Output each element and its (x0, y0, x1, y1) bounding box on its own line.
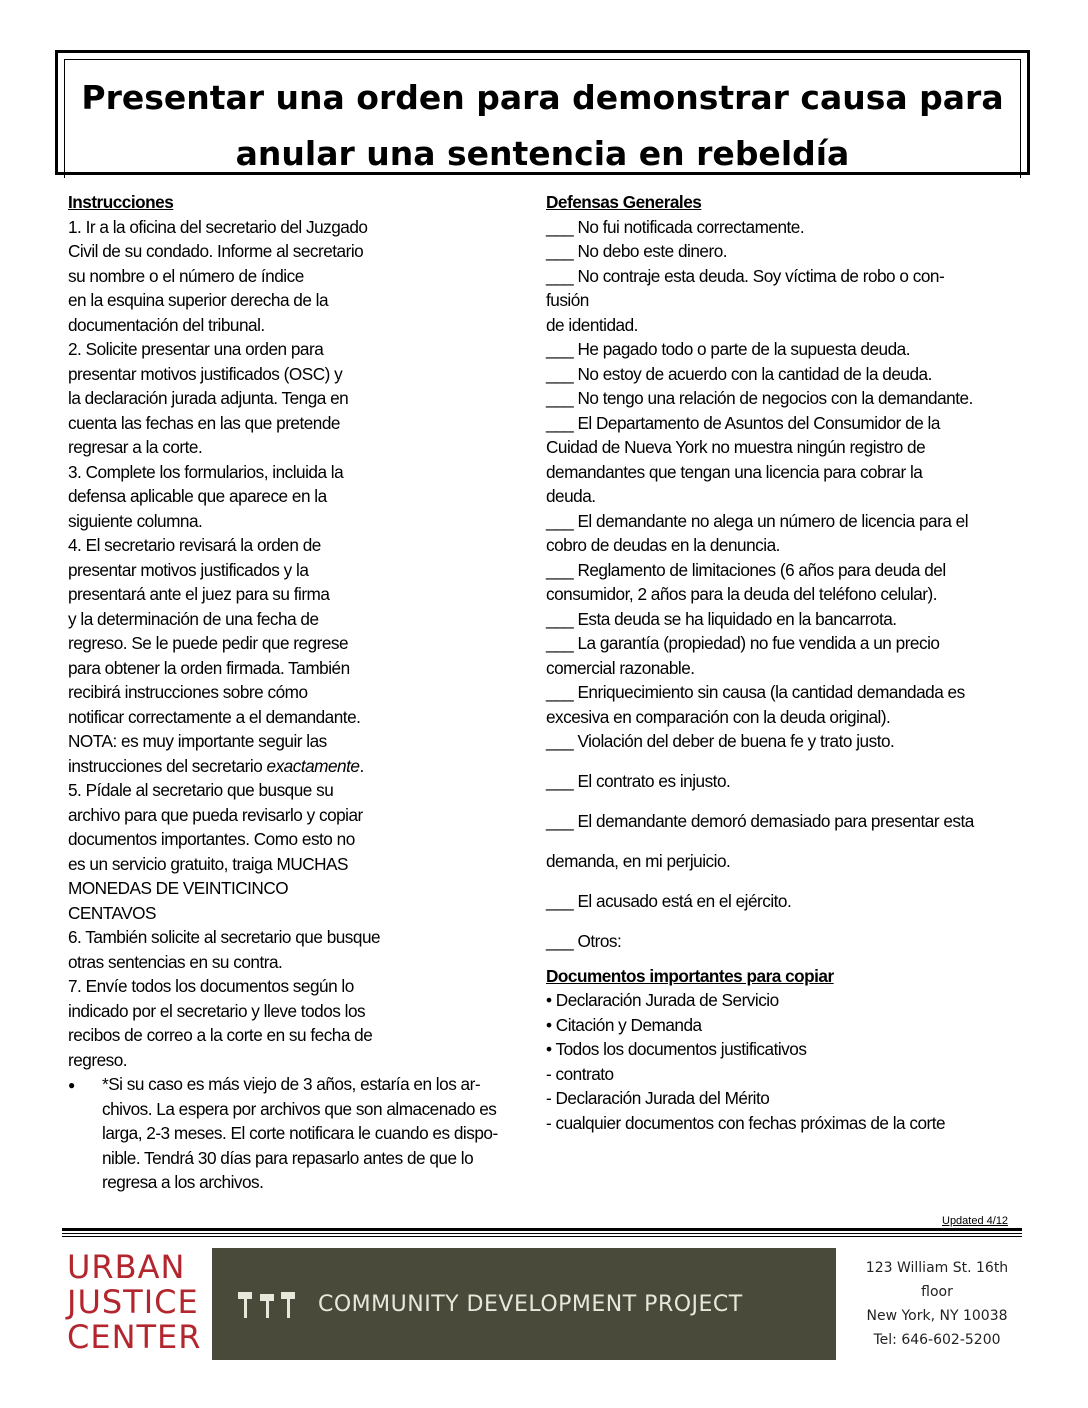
instruction-line: regreso. Se le puede pedir que regrese (68, 633, 349, 653)
defense-line: ___ Esta deuda se ha liquidado en la bancarrota. (546, 608, 897, 629)
defense-line: ___ Reglamento de limitaciones (6 años para deuda del (546, 559, 946, 580)
instruction-line: defensa aplicable que aparece en la (68, 486, 327, 506)
title-line-1: Presentar una orden para demonstrar causa para (81, 78, 1004, 117)
defenses-spaced-lines (546, 769, 1026, 954)
defense-line: demandantes que tengan una licencia para cobrar la (546, 461, 923, 482)
document-item: • Citación y Demanda (546, 1014, 702, 1035)
defense-line: ___ No contraje esta deuda. Soy víctima de robo o con- (546, 265, 945, 286)
instruction-line: notificar correctamente a el demandante. (68, 706, 361, 727)
documents-lines (546, 988, 1026, 1135)
exact-prefix: instrucciones del secretario (68, 755, 267, 776)
defense-line: comercial razonable. (546, 657, 695, 678)
defense-line: ___ No debo este dinero. (546, 241, 728, 261)
archive-note-line: *Si su caso es más viejo de 3 años, estaría en los ar- (102, 1074, 481, 1094)
defense-line: excesiva en comparación con la deuda original). (546, 706, 891, 727)
phone-line: Tel: 646-602-5200 (873, 1332, 1001, 1348)
cdp-label: COMMUNITY DEVELOPMENT PROJECT (318, 1292, 743, 1317)
instruction-line: para obtener la orden firmada. También (68, 657, 350, 678)
instruction-line: documentos importantes. Como esto no (68, 829, 355, 849)
instruction-line: Civil de su condado. Informe al secretario (68, 241, 364, 261)
defenses-lines (546, 215, 1026, 754)
defense-line: fusión (546, 290, 589, 310)
document-item: - cualquier documentos con fechas próximas de la corte (546, 1112, 946, 1133)
defense-line: ___ El Departamento de Asuntos del Consumidor de la (546, 412, 940, 433)
archive-note-line: nible. Tendrá 30 días para repasarlo antes de que lo (102, 1147, 474, 1168)
archive-note-lines (102, 1072, 528, 1195)
instruction-line: en la esquina superior derecha de la (68, 290, 329, 310)
documents-heading: Documentos importantes para copiar (546, 965, 834, 986)
instruction-line: regreso. (68, 1049, 128, 1070)
bullet-icon: ● (68, 1078, 75, 1092)
instruction-line: 1. Ir a la oficina del secretario del Juzgado (68, 216, 368, 237)
document-item: - contrato (546, 1063, 614, 1084)
page-title (55, 70, 1030, 178)
address-line-3: New York, NY 10038 (866, 1308, 1008, 1324)
address-block (852, 1256, 1022, 1352)
instruction-line: archivo para que pueda revisarlo y copiar (68, 804, 363, 825)
instruction-line: otras sentencias en su contra. (68, 951, 283, 972)
instruction-line: documentación del tribunal. (68, 314, 265, 335)
footer-rule-thin-2 (62, 1236, 1022, 1237)
signs-icon (236, 1290, 298, 1320)
instruction-line: es un servicio gratuito, traiga MUCHAS (68, 853, 348, 874)
address-line-1: 123 William St. 16th (865, 1260, 1009, 1276)
instruction-line: 7. Envíe todos los documentos según lo (68, 976, 354, 996)
address-line-2: floor (921, 1284, 953, 1300)
urban-justice-center-logo (67, 1250, 207, 1355)
defense-line: ___ El contrato es injusto. (546, 771, 731, 791)
instructions-lines (68, 215, 528, 754)
instruction-line: 2. Solicite presentar una orden para (68, 339, 324, 359)
archive-note (68, 1072, 528, 1195)
defense-line: de identidad. (546, 314, 638, 335)
defense-line: ___ Violación del deber de buena fe y trato justo. (546, 731, 895, 751)
defense-line: ___ He pagado todo o parte de la supuesta deuda. (546, 339, 910, 359)
exact-emphasis: exactamente (266, 755, 360, 776)
instruction-line: 5. Pídale al secretario que busque su (68, 780, 334, 800)
updated-date: Updated 4/12 (942, 1215, 1009, 1227)
instruction-line: siguiente columna. (68, 510, 203, 531)
defense-line: ___ El demandante demoró demasiado para presentar esta (546, 811, 974, 831)
instruction-line: regresar a la corte. (68, 437, 203, 457)
defense-line: cobro de deudas en la denuncia. (546, 535, 780, 555)
defense-line: demanda, en mi perjuicio. (546, 851, 731, 871)
footer-rule-thin-1 (62, 1233, 1022, 1234)
document-item: - Declaración Jurada del Mérito (546, 1088, 770, 1108)
document-item: • Declaración Jurada de Servicio (546, 990, 779, 1010)
footer-rule-thick (62, 1228, 1022, 1231)
instruction-line: presentará ante el juez para su firma (68, 584, 330, 604)
instruction-line: la declaración jurada adjunta. Tenga en (68, 388, 349, 408)
instruction-line: su nombre o el número de índice (68, 265, 304, 286)
instructions-line-exact (68, 754, 528, 779)
defense-line: ___ Enriquecimiento sin causa (la cantidad demandada es (546, 682, 965, 702)
defense-line: ___ Otros: (546, 931, 622, 951)
instruction-line: recibirá instrucciones sobre cómo (68, 682, 308, 702)
title-line-2: anular una sentencia en rebeldía (235, 134, 850, 173)
instruction-line: 3. Complete los formularios, incluida la (68, 461, 344, 482)
instruction-line: CENTAVOS (68, 902, 156, 923)
instruction-line: 6. También solicite al secretario que busque (68, 927, 381, 947)
logo-line-3: CENTER (67, 1318, 202, 1356)
instruction-line: MONEDAS DE VEINTICINCO (68, 878, 289, 898)
exact-suffix: . (359, 755, 364, 776)
instruction-line: y la determinación de una fecha de (68, 608, 319, 629)
defense-line: consumidor, 2 años para la deuda del teléfono celular). (546, 584, 937, 604)
instructions-lines-2 (68, 778, 528, 1072)
logo-line-1: URBAN (67, 1248, 186, 1286)
logo-line-2: JUSTICE (67, 1283, 199, 1321)
defense-line: ___ La garantía (propiedad) no fue vendida a un precio (546, 633, 940, 653)
defenses-heading: Defensas Generales (546, 192, 702, 212)
title-wrap (55, 50, 1030, 178)
document-item: • Todos los documentos justificativos (546, 1039, 807, 1059)
instruction-line: indicado por el secretario y lleve todos los (68, 1000, 366, 1021)
defense-line: ___ El acusado está en el ejército. (546, 891, 792, 911)
cdp-banner (212, 1248, 836, 1360)
defense-line: ___ El demandante no alega un número de licencia para el (546, 510, 969, 531)
instruction-line: NOTA: es muy importante seguir las (68, 731, 327, 751)
instruction-line: recibos de correo a la corte en su fecha de (68, 1025, 373, 1045)
archive-note-line: chivos. La espera por archivos que son almacenado es (102, 1098, 497, 1119)
defense-line: Cuidad de Nueva York no muestra ningún registro de (546, 437, 926, 457)
defenses-column (546, 190, 1026, 1135)
instruction-line: cuenta las fechas en las que pretende (68, 412, 340, 433)
defense-line: ___ No estoy de acuerdo con la cantidad de la deuda. (546, 363, 932, 384)
archive-note-line: regresa a los archivos. (102, 1172, 264, 1192)
defense-line: ___ No fui notificada correctamente. (546, 216, 805, 237)
instructions-heading: Instrucciones (68, 192, 174, 212)
instructions-column (68, 190, 528, 1195)
instruction-line: presentar motivos justificados y la (68, 559, 309, 580)
instruction-line: presentar motivos justificados (OSC) y (68, 363, 343, 384)
defense-line: deuda. (546, 486, 596, 506)
instruction-line: 4. El secretario revisará la orden de (68, 535, 321, 555)
defense-line: ___ No tengo una relación de negocios con la demandante. (546, 388, 973, 408)
archive-note-line: larga, 2-3 meses. El corte notificara le cuando es dispo- (102, 1123, 498, 1143)
